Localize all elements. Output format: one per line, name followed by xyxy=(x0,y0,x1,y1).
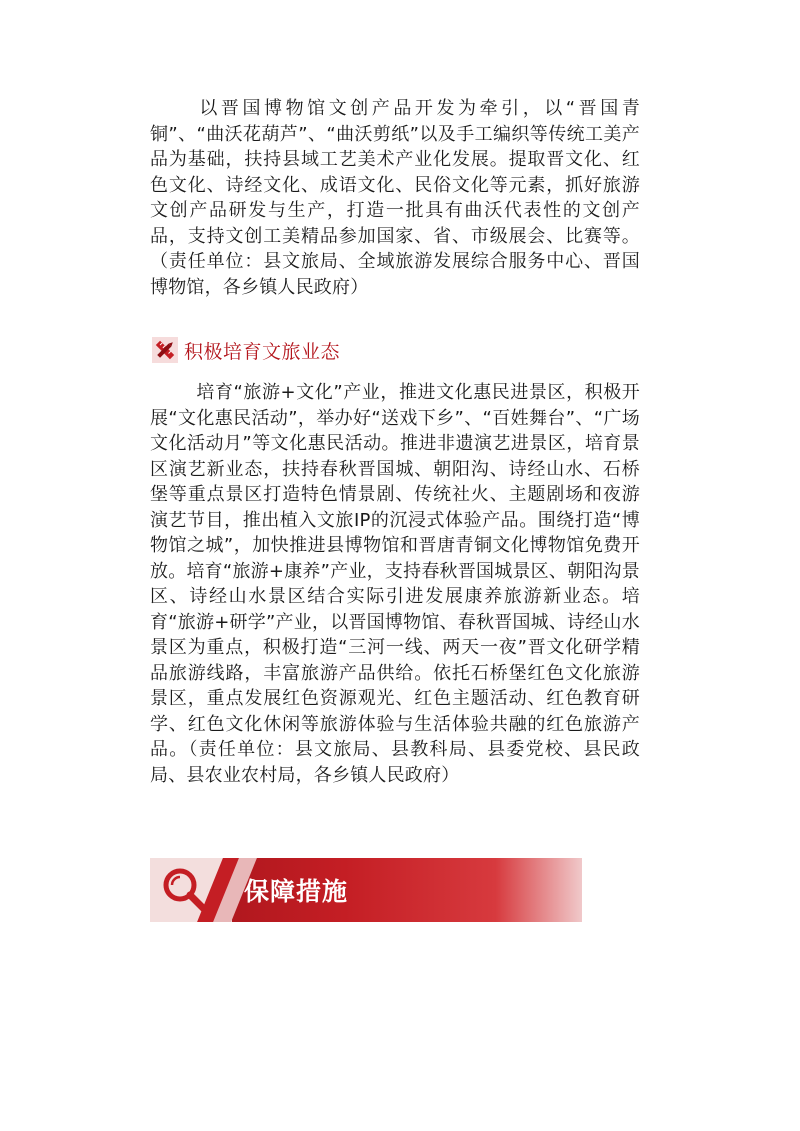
paragraph-2-text: 培育“旅游+文化”产业，推进文化惠民进景区，积极开展“文化惠民活动”，举办好“送戏下乡”、“百姓舞台”、“广场文化活动月”等文化惠民活动。推进非遗演艺进景区，培育景区演艺新业态，扶持春秋晋国城、朝阳沟、诗经山水、石桥堡等重点景区打造特色情景剧、传统社火、主题剧场和夜游演艺节目，推出植入文旅IP的沉浸式体验产品。围绕打造“博物馆之城”，加快推进县博物馆和晋唐青铜文化博物馆免费开放。培育“旅游+康养”产业，支持春秋晋国城景区、朝阳沟景区、诗经山水景区结合实际引进发展康养旅游新业态。培育“旅游+研学”产业，以晋国博物馆、春秋晋国城、诗经山水景区为重点，积极打造“三河一线、两天一夜”晋文化研学精品旅游线路，丰富旅游产品供给。依托石桥堡红色文化旅游景区，重点发展红色资源观光、红色主题活动、红色教育研学、红色文化休闲等旅游体验与生活体验共融的红色旅游产品。（责任单位：县文旅局、县教科局、县委党校、县民政局、县农业农村局，各乡镇人民政府） xyxy=(150,382,640,786)
magnifier-icon xyxy=(158,865,218,917)
paragraph-1-text: 以晋国博物馆文创产品开发为牵引，以“晋国青铜”、“曲沃花葫芦”、“曲沃剪纸”以及手工编织等传统工美产品为基础，扶持县域工艺美术产业化发展。提取晋文化、红色文化、诗经文化、成语文化、民俗文化等元素，抓好旅游文创产品研发与生产，打造一批具有曲沃代表性的文创产品，支持文创工美精品参加国家、省、市级展会、比赛等。（责任单位：县文旅局、全域旅游发展综合服务中心、晋国博物馆，各乡镇人民政府） xyxy=(150,98,640,298)
safeguard-banner xyxy=(150,858,582,922)
pen-ruler-icon xyxy=(150,335,180,365)
section-heading-label: 积极培育文旅业态 xyxy=(184,340,341,363)
section-heading xyxy=(150,334,340,366)
paragraph-business-formats xyxy=(150,380,640,788)
paragraph-product-development xyxy=(150,96,640,300)
banner-title: 保障措施 xyxy=(244,877,349,906)
